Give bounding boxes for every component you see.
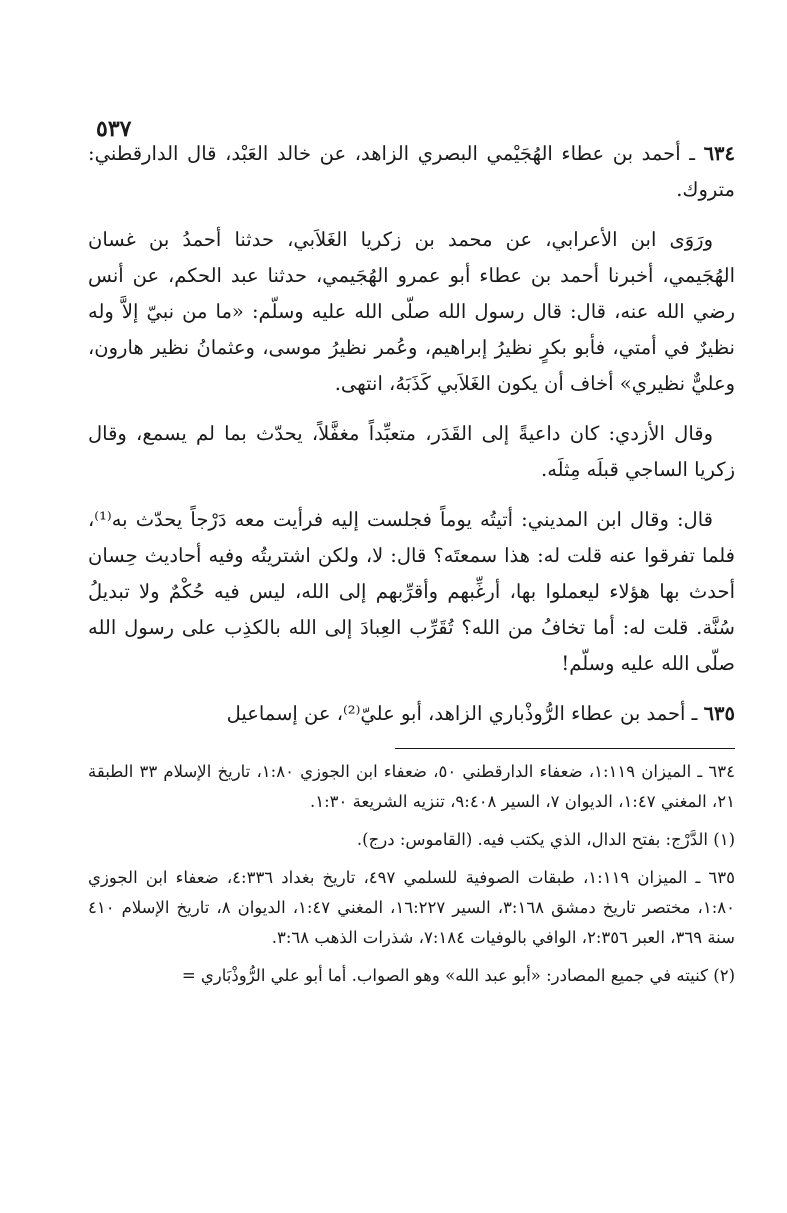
paragraph-3: قال: وقال ابن المديني: أتيتُه يوماً فجلست إليه فرأيت معه دَرْجاً يحدّث به⁽¹⁾، فلما تفرقوا عنه قلت له: هذا سمعتَه؟ قال: لا، ولكن اشتريتُه وفيه أحاديث حِسان أحدث بها هؤلاء ليعملوا بها، أرغِّبهم وأقرِّبهم إلى الله، ليس فيه حُكْمٌ ولا تبديلُ سُنَّة. قلت له: أما تخافُ من الله؟ تُقَرِّب العِبادَ إلى الله بالكذِب على رسول الله صلّى الله عليه وسلّم! <box>88 508 735 675</box>
footnotes <box>88 757 735 991</box>
paragraph-2: وقال الأزدي: كان داعيةً إلى القَدَر، متعبِّداً مغفَّلاً، يحدّث بما لم يسمع، وقال زكريا الساجي قبلَه مِثلَه. <box>88 422 735 481</box>
entry-635-number: ٦٣٥ <box>703 702 735 725</box>
entry-635 <box>88 696 735 732</box>
footnote-divider <box>395 748 735 749</box>
page-number: ٥٣٧ <box>96 116 132 142</box>
main-text <box>88 136 735 732</box>
entry-634-number: ٦٣٤ <box>703 142 735 165</box>
entry-634 <box>88 136 735 208</box>
entry-634-text: ـ أحمد بن عطاء الهُجَيْمي البصري الزاهد، عن خالد العَبْد، قال الدارقطني: متروك. <box>88 142 735 201</box>
paragraph-1: ورَوَى ابن الأعرابي، عن محمد بن زكريا الغَلاَبي، حدثنا أحمدُ بن غسان الهُجَيمي، أخبرنا أحمد بن عطاء أبو عمرو الهُجَيمي، حدثنا عبد الحكم، عن أنس رضي الله عنه، قال: قال رسول الله صلّى الله عليه وسلّم: «ما من نبيّ إلاَّ وله نظيرٌ في أمتي، فأبو بكرٍ نظيرُ إبراهيم، وعُمر نظيرُ موسى، وعثمانُ نظير هارون، وعليٌّ نظيري» أخاف أن يكون الغَلاَبي كَذَبَهُ، انتهى. <box>88 228 735 395</box>
footnote-2: (٢) كنيته في جميع المصادر: «أبو عبد الله» وهو الصواب. أما أبو علي الرُّوذْبَاري = <box>181 966 735 985</box>
footnote-635-sources: ٦٣٥ ـ الميزان ١:١١٩، طبقات الصوفية للسلمي ٤٩٧، تاريخ بغداد ٤:٣٣٦، ضعفاء ابن الجوزي ١:٨٠، مختصر تاريخ دمشق ٣:١٦٨، السير ١٦:٢٢٧، المغني ١:٤٧، الديوان ٨، تاريخ الإسلام ٤١٠ سنة ٣٦٩، العبر ٢:٣٥٦، الوافي بالوفيات ٧:١٨٤، شذرات الذهب ٣:٦٨. <box>88 868 735 947</box>
footnote-1: (١) الدَّرْج: بفتح الدال، الذي يكتب فيه. (القاموس: درج). <box>356 830 735 849</box>
footnote-634-sources: ٦٣٤ ـ الميزان ١:١١٩، ضعفاء الدارقطني ٥٠، ضعفاء ابن الجوزي ١:٨٠، تاريخ الإسلام ٣٣ الطبقة ٢١، المغني ١:٤٧، الديوان ٧، السير ٩:٤٠٨، تنزيه الشريعة ١:٣٠. <box>88 762 735 811</box>
entry-635-text: ـ أحمد بن عطاء الرُّوذْباري الزاهد، أبو عليّ⁽²⁾، عن إسماعيل <box>226 702 698 725</box>
